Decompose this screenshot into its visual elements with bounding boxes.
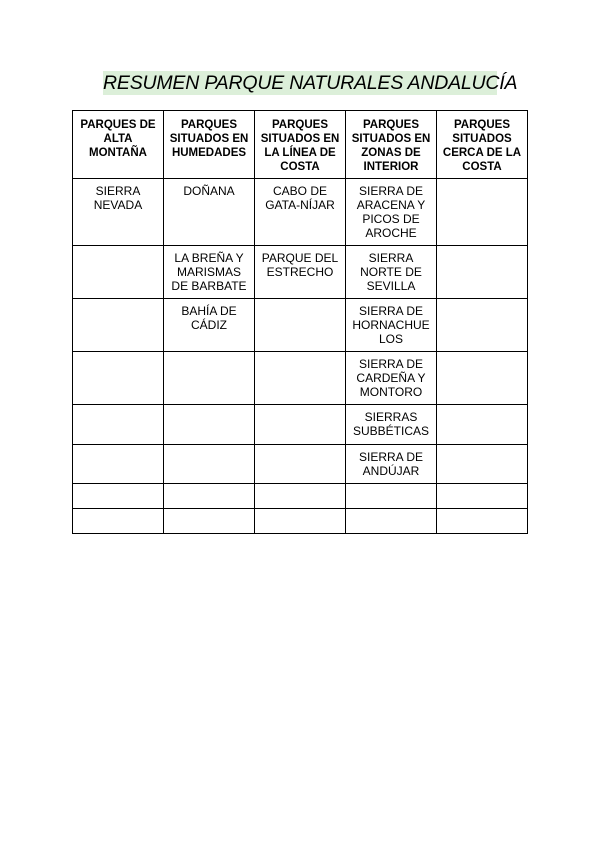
table-cell: SIERRA NEVADA [73, 179, 164, 246]
table-cell [437, 246, 528, 299]
table-cell: CABO DE GATA-NÍJAR [255, 179, 346, 246]
table-cell [164, 352, 255, 405]
table-cell: LA BREÑA Y MARISMAS DE BARBATE [164, 246, 255, 299]
table-cell [437, 445, 528, 484]
table-row [73, 509, 528, 534]
table-cell: SIERRA DE HORNACHUE LOS [346, 299, 437, 352]
header-cell: PARQUES SITUADOS EN HUMEDADES [164, 111, 255, 179]
table-cell [346, 484, 437, 509]
table-cell [73, 299, 164, 352]
table-cell [437, 352, 528, 405]
table-cell: SIERRA DE ANDÚJAR [346, 445, 437, 484]
table-cell [73, 246, 164, 299]
table-cell: SIERRA DE ARACENA Y PICOS DE AROCHE [346, 179, 437, 246]
parks-table [72, 110, 528, 534]
table-cell [255, 299, 346, 352]
table-cell [437, 509, 528, 534]
table-row [73, 445, 528, 484]
table-row [73, 484, 528, 509]
table-row [73, 299, 528, 352]
table-cell [164, 484, 255, 509]
table-cell [437, 179, 528, 246]
table-cell [437, 299, 528, 352]
header-cell: PARQUES SITUADOS EN ZONAS DE INTERIOR [346, 111, 437, 179]
table-cell [73, 509, 164, 534]
table-row [73, 246, 528, 299]
table-cell [255, 352, 346, 405]
table-cell [437, 405, 528, 445]
table-cell: BAHÍA DE CÁDIZ [164, 299, 255, 352]
table-cell [255, 484, 346, 509]
header-cell: PARQUES SITUADOS EN LA LÍNEA DE COSTA [255, 111, 346, 179]
table-cell [73, 484, 164, 509]
table-header-row [73, 111, 528, 179]
table-cell [437, 484, 528, 509]
table-cell [255, 445, 346, 484]
table-cell [255, 509, 346, 534]
table-cell [164, 445, 255, 484]
header-cell: PARQUES DE ALTA MONTAÑA [73, 111, 164, 179]
table-cell [346, 509, 437, 534]
table-row [73, 179, 528, 246]
table-cell [164, 405, 255, 445]
header-cell: PARQUES SITUADOS CERCA DE LA COSTA [437, 111, 528, 179]
table-row [73, 352, 528, 405]
table-cell [73, 405, 164, 445]
table-cell: SIERRAS SUBBÉTICAS [346, 405, 437, 445]
table-cell: SIERRA NORTE DE SEVILLA [346, 246, 437, 299]
table-cell [164, 509, 255, 534]
document-title: RESUMEN PARQUE NATURALES ANDALUCÍA [103, 72, 518, 94]
table-cell [73, 352, 164, 405]
table-cell: PARQUE DEL ESTRECHO [255, 246, 346, 299]
table-cell: SIERRA DE CARDEÑA Y MONTORO [346, 352, 437, 405]
table-cell [255, 405, 346, 445]
table-cell: DOÑANA [164, 179, 255, 246]
table-row [73, 405, 528, 445]
table-cell [73, 445, 164, 484]
